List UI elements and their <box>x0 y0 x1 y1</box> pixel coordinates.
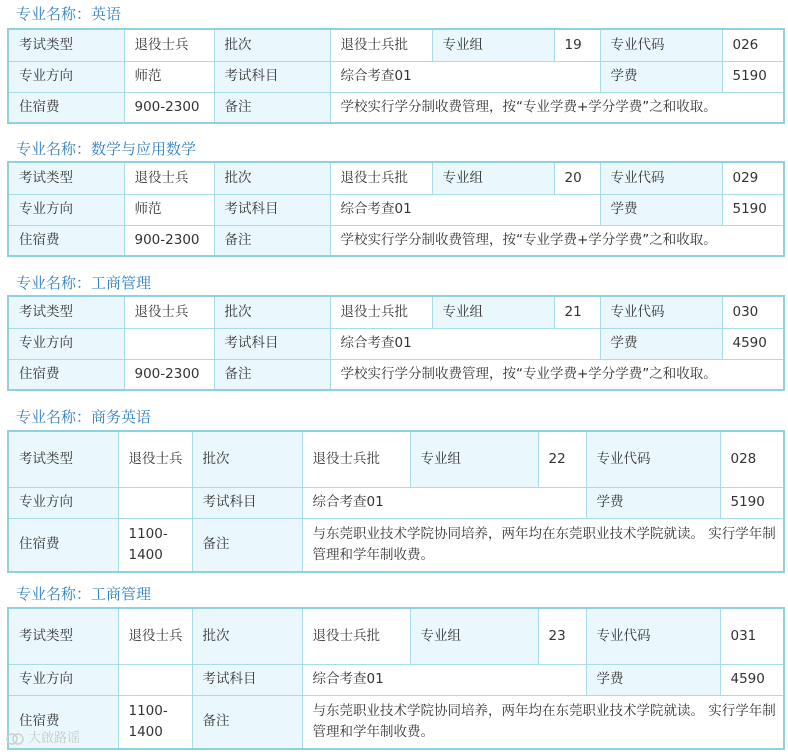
remark-label: 备注 <box>192 518 302 572</box>
watermark <box>6 728 80 750</box>
code-value: 028 <box>720 431 784 487</box>
major-info-table <box>7 161 785 257</box>
batch-value: 退役士兵批 <box>330 162 432 194</box>
subject-value: 综合考查01 <box>302 487 586 518</box>
table-row <box>8 194 784 225</box>
group-label: 专业组 <box>432 162 554 194</box>
direction-value: 师范 <box>124 61 214 92</box>
major-info-table <box>7 295 785 391</box>
table-row <box>8 225 784 256</box>
tuition-label: 学费 <box>586 487 720 518</box>
dorm-fee-value: 900-2300 <box>124 225 214 256</box>
exam-type-label: 考试类型 <box>8 296 124 328</box>
code-value: 031 <box>720 608 784 664</box>
table-row <box>8 296 784 328</box>
remark-value: 学校实行学分制收费管理，按“专业学费+学分学费”之和收取。 <box>330 225 784 256</box>
exam-type-value: 退役士兵 <box>124 162 214 194</box>
major-info-table <box>7 28 785 124</box>
major-title: 专业名称：商务英语 <box>16 408 152 426</box>
batch-label: 批次 <box>192 431 302 487</box>
table-row <box>8 431 784 487</box>
tuition-label: 学费 <box>600 61 722 92</box>
subject-value: 综合考查01 <box>330 61 600 92</box>
remark-label: 备注 <box>214 359 330 390</box>
batch-value: 退役士兵批 <box>302 431 410 487</box>
table-row <box>8 664 784 695</box>
tuition-label: 学费 <box>600 328 722 359</box>
batch-value: 退役士兵批 <box>330 296 432 328</box>
table-row <box>8 695 784 749</box>
subject-label: 考试科目 <box>214 328 330 359</box>
table-row <box>8 92 784 123</box>
direction-label: 专业方向 <box>8 61 124 92</box>
group-label: 专业组 <box>410 608 538 664</box>
tuition-label: 学费 <box>586 664 720 695</box>
code-value: 030 <box>722 296 784 328</box>
direction-value <box>124 328 214 359</box>
major-title: 专业名称：数学与应用数学 <box>16 140 197 158</box>
table-row <box>8 487 784 518</box>
subject-value: 综合考查01 <box>330 328 600 359</box>
batch-value: 退役士兵批 <box>330 29 432 61</box>
code-label: 专业代码 <box>600 162 722 194</box>
exam-type-label: 考试类型 <box>8 29 124 61</box>
subject-label: 考试科目 <box>192 487 302 518</box>
dorm-fee-value: 900-2300 <box>124 92 214 123</box>
major-info-table <box>7 430 785 573</box>
remark-value: 与东莞职业技术学院协同培养，两年均在东莞职业技术学院就读。 实行学年制管理和学年制收费。 <box>302 695 784 749</box>
dorm-fee-label: 住宿费 <box>8 225 124 256</box>
major-info-table <box>7 607 785 750</box>
table-row <box>8 518 784 572</box>
code-value: 029 <box>722 162 784 194</box>
exam-type-value: 退役士兵 <box>118 431 192 487</box>
table-row <box>8 29 784 61</box>
batch-label: 批次 <box>214 162 330 194</box>
direction-label: 专业方向 <box>8 487 118 518</box>
tuition-value: 5190 <box>722 61 784 92</box>
dorm-fee-label: 住宿费 <box>8 518 118 572</box>
major-title: 专业名称：工商管理 <box>16 274 152 292</box>
batch-label: 批次 <box>192 608 302 664</box>
group-label: 专业组 <box>432 296 554 328</box>
table-row <box>8 61 784 92</box>
group-value: 22 <box>538 431 586 487</box>
batch-label: 批次 <box>214 296 330 328</box>
dorm-fee-label: 住宿费 <box>8 359 124 390</box>
direction-label: 专业方向 <box>8 194 124 225</box>
code-value: 026 <box>722 29 784 61</box>
subject-value: 综合考查01 <box>302 664 586 695</box>
dorm-fee-value: 1100-1400 <box>118 518 192 572</box>
code-label: 专业代码 <box>600 29 722 61</box>
subject-label: 考试科目 <box>214 194 330 225</box>
code-label: 专业代码 <box>600 296 722 328</box>
remark-label: 备注 <box>192 695 302 749</box>
major-title: 专业名称：英语 <box>16 5 122 23</box>
exam-type-value: 退役士兵 <box>124 296 214 328</box>
dorm-fee-value: 900-2300 <box>124 359 214 390</box>
dorm-fee-value: 1100-1400 <box>118 695 192 749</box>
direction-value <box>118 664 192 695</box>
watermark-logo-icon <box>6 731 24 747</box>
subject-label: 考试科目 <box>192 664 302 695</box>
table-row <box>8 328 784 359</box>
subject-label: 考试科目 <box>214 61 330 92</box>
remark-label: 备注 <box>214 225 330 256</box>
exam-type-label: 考试类型 <box>8 431 118 487</box>
exam-type-value: 退役士兵 <box>118 608 192 664</box>
remark-label: 备注 <box>214 92 330 123</box>
subject-value: 综合考查01 <box>330 194 600 225</box>
code-label: 专业代码 <box>586 431 720 487</box>
group-label: 专业组 <box>432 29 554 61</box>
direction-label: 专业方向 <box>8 328 124 359</box>
tuition-value: 4590 <box>722 328 784 359</box>
batch-label: 批次 <box>214 29 330 61</box>
group-value: 19 <box>554 29 600 61</box>
group-label: 专业组 <box>410 431 538 487</box>
code-label: 专业代码 <box>586 608 720 664</box>
table-row <box>8 359 784 390</box>
watermark-text: 大啟路谣 <box>28 731 81 746</box>
exam-type-value: 退役士兵 <box>124 29 214 61</box>
major-title: 专业名称：工商管理 <box>16 585 152 603</box>
direction-value: 师范 <box>124 194 214 225</box>
remark-value: 与东莞职业技术学院协同培养，两年均在东莞职业技术学院就读。 实行学年制管理和学年制收费。 <box>302 518 784 572</box>
tuition-value: 5190 <box>722 194 784 225</box>
direction-label: 专业方向 <box>8 664 118 695</box>
remark-value: 学校实行学分制收费管理，按“专业学费+学分学费”之和收取。 <box>330 359 784 390</box>
batch-value: 退役士兵批 <box>302 608 410 664</box>
exam-type-label: 考试类型 <box>8 608 118 664</box>
group-value: 23 <box>538 608 586 664</box>
dorm-fee-label: 住宿费 <box>8 695 118 749</box>
dorm-fee-label: 住宿费 <box>8 92 124 123</box>
exam-type-label: 考试类型 <box>8 162 124 194</box>
direction-value <box>118 487 192 518</box>
table-row <box>8 608 784 664</box>
tuition-value: 4590 <box>720 664 784 695</box>
group-value: 21 <box>554 296 600 328</box>
table-row <box>8 162 784 194</box>
tuition-value: 5190 <box>720 487 784 518</box>
group-value: 20 <box>554 162 600 194</box>
tuition-label: 学费 <box>600 194 722 225</box>
remark-value: 学校实行学分制收费管理，按“专业学费+学分学费”之和收取。 <box>330 92 784 123</box>
